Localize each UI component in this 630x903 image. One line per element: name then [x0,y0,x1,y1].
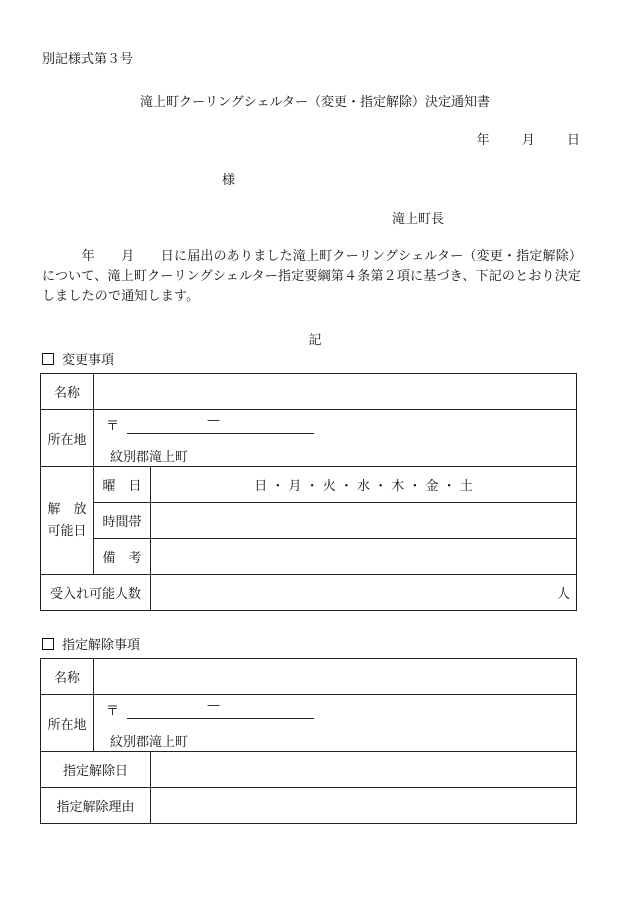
address-prefix: 紋別郡滝上町 [110,735,189,750]
cancel-reason-value-cell [151,788,577,824]
postal-mark: 〒 [106,704,120,719]
section-change-heading [42,349,114,368]
cancel-reason-label: 指定解除理由 [41,788,151,824]
cancel-date-label: 指定解除日 [41,752,151,788]
postal-mark: 〒 [106,419,120,434]
date-line [449,129,580,148]
postal-dash: — [207,413,221,428]
document-title: 滝上町クーリングシェルター（変更・指定解除）決定通知書 [140,95,490,110]
capacity-unit: 人 [151,575,577,611]
postal-code-line [127,413,314,434]
weekday-label: 曜 日 [94,467,151,503]
weekdays-value: 日 ・ 月 ・ 火 ・ 水 ・ 木 ・ 金 ・ 土 [151,467,577,503]
addressee: 様 [222,173,236,188]
location-value-cell [94,410,577,467]
checkbox-icon [42,638,54,650]
remarks-label: 備 考 [94,539,151,575]
time-label: 時間帯 [94,503,151,539]
open-days-label: 解 放 可能日 [41,467,94,575]
date-month: 月 [521,133,535,148]
remarks-value-cell [151,539,577,575]
checkbox-icon [42,353,54,365]
name-label: 名称 [41,374,94,410]
location-label: 所在地 [41,410,94,467]
postal-code-line [127,698,314,719]
postal-dash: — [207,698,221,713]
cancel-location-value-cell [94,695,577,752]
cancel-name-value-cell [94,659,577,695]
name-value-cell [94,374,577,410]
section-cancel-title: 指定解除事項 [62,638,141,653]
change-table [40,373,577,611]
date-year: 年 [476,133,490,148]
address-prefix: 紋別郡滝上町 [110,450,189,465]
section-change-title: 変更事項 [62,353,115,368]
sender: 滝上町長 [392,212,445,227]
ki-heading: 記 [308,333,322,348]
time-value-cell [151,503,577,539]
cancel-location-label: 所在地 [41,695,94,752]
body-text: 年 月 日に届出のありました滝上町クーリングシェルター（変更・指定解除）について、滝上町クーリングシェルター指定要綱第４条第２項に基づき、下記のとおり決定しましたので通知します。 [42,249,583,304]
date-day: 日 [566,133,580,148]
section-cancel-heading [42,634,140,653]
cancel-table [40,658,577,824]
capacity-label: 受入れ可能人数 [41,575,151,611]
cancel-date-value-cell [151,752,577,788]
cancel-name-label: 名称 [41,659,94,695]
form-number: 別記様式第３号 [42,52,134,67]
